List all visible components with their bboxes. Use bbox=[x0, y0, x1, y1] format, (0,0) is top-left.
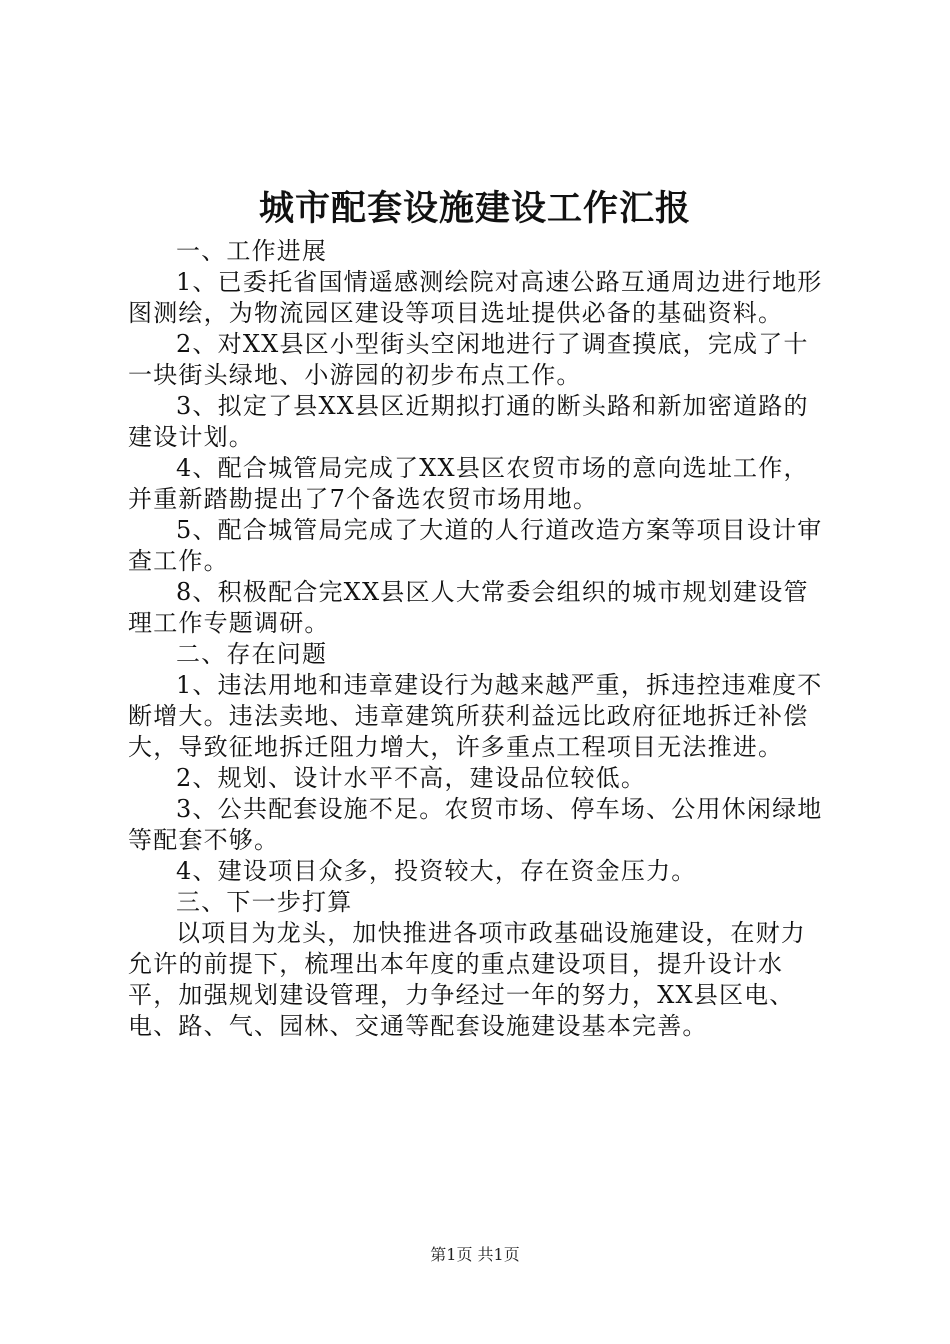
paragraph: 2、规划、设计水平不高，建设品位较低。 bbox=[176, 764, 647, 792]
paragraph: 8、积极配合完XX县区人大常委会组织的城市规划建设管理工作专题调研。 bbox=[128, 578, 809, 637]
document-body bbox=[128, 236, 828, 1042]
page-footer: 第1页 共1页 bbox=[430, 1245, 520, 1264]
paragraph: 4、建设项目众多，投资较大，存在资金压力。 bbox=[176, 857, 697, 885]
paragraph: 3、公共配套设施不足。农贸市场、停车场、公用休闲绿地等配套不够。 bbox=[128, 795, 823, 854]
paragraph: 1、已委托省国情遥感测绘院对高速公路互通周边进行地形图测绘，为物流园区建设等项目选址提供必备的基础资料。 bbox=[128, 268, 823, 327]
paragraph: 1、违法用地和违章建设行为越来越严重，拆违控违难度不断增大。违法卖地、违章建筑所获利益远比政府征地拆迁补偿大，导致征地拆迁阻力增大，许多重点工程项目无法推进。 bbox=[128, 671, 823, 761]
paragraph: 5、配合城管局完成了大道的人行道改造方案等项目设计审查工作。 bbox=[128, 516, 823, 575]
section-heading-problems: 二、存在问题 bbox=[176, 640, 328, 668]
paragraph: 4、配合城管局完成了XX县区农贸市场的意向选址工作，并重新踏勘提出了7个备选农贸市场用地。 bbox=[128, 454, 809, 513]
paragraph: 以项目为龙头，加快推进各项市政基础设施建设，在财力允许的前提下，梳理出本年度的重点建设项目，提升设计水平，加强规划建设管理，力争经过一年的努力，XX县区电、电、路、气、园林、交通等配套设施建设基本完善。 bbox=[128, 919, 806, 1040]
paragraph: 2、对XX县区小型街头空闲地进行了调查摸底，完成了十一块街头绿地、小游园的初步布点工作。 bbox=[128, 330, 809, 389]
document-title: 城市配套设施建设工作汇报 bbox=[258, 188, 691, 229]
section-heading-progress: 一、工作进展 bbox=[176, 237, 328, 265]
paragraph: 3、拟定了县XX县区近期拟打通的断头路和新加密道路的建设计划。 bbox=[128, 392, 809, 451]
section-heading-next-steps: 三、下一步打算 bbox=[176, 888, 353, 916]
